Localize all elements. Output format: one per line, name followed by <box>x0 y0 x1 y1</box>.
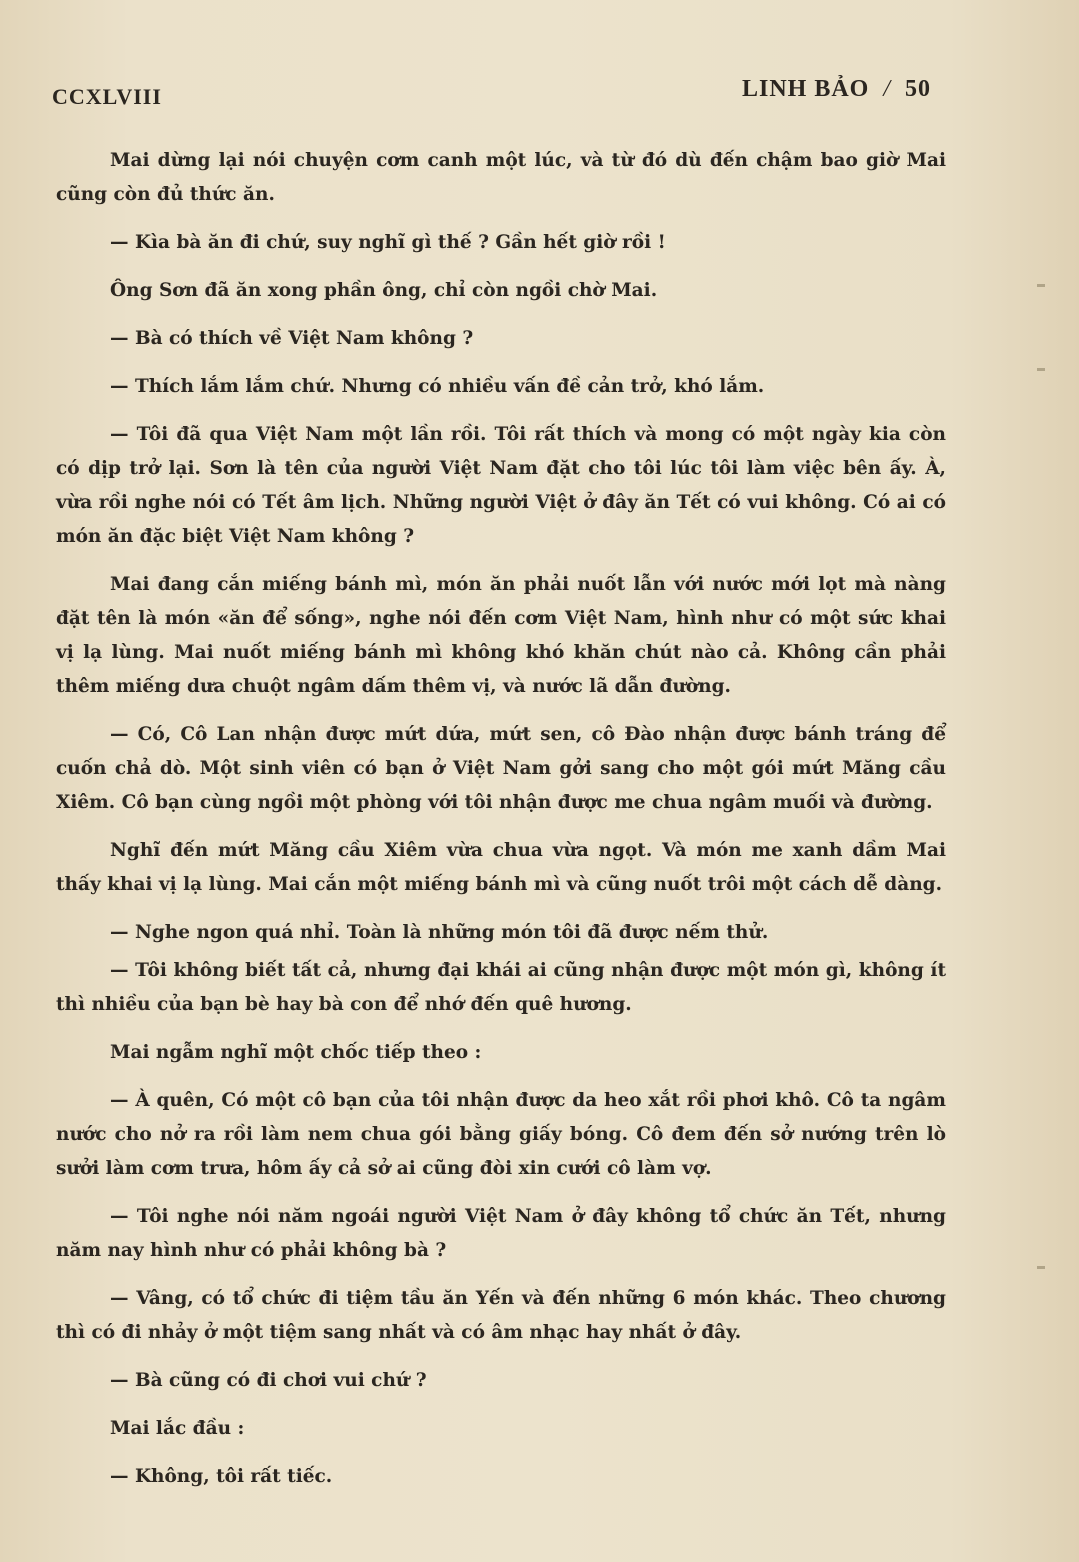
paragraph: — Kìa bà ăn đi chứ, suy nghĩ gì thế ? Gần hết giờ rồi ! <box>110 232 666 253</box>
paper-speck <box>1037 1266 1045 1269</box>
paper-speck <box>1037 368 1045 371</box>
body-text <box>56 144 946 1508</box>
paragraph: Mai ngẫm nghĩ một chốc tiếp theo : <box>110 1042 482 1063</box>
author-name: LINH BẢO <box>741 76 870 102</box>
paragraph: — Bà cũng có đi chơi vui chứ ? <box>110 1370 427 1391</box>
paragraph: — Bà có thích về Việt Nam không ? <box>110 328 474 349</box>
paragraph: — Vâng, có tổ chức đi tiệm tầu ăn Yến và đến những 6 món khác. Theo chương thì có đi nhảy ở một tiệm sang nhất và có âm nhạc hay nhất ở đây. <box>56 1288 946 1343</box>
page-header <box>52 74 931 114</box>
paper-speck <box>1037 284 1045 287</box>
running-head-left: CCXLVIII <box>52 84 162 109</box>
paragraph: — Có, Cô Lan nhận được mứt dứa, mứt sen, cô Đào nhận được bánh tráng để cuốn chả dò. Một sinh viên có bạn ở Việt Nam gởi sang cho một gói mứt Măng cầu Xiêm. Cô bạn cùng ngồi một phòng với tôi nhận được me chua ngâm muối và đường. <box>56 724 946 813</box>
paragraph: — Tôi đã qua Việt Nam một lần rồi. Tôi rất thích và mong có một ngày kia còn có dịp trở lại. Sơn là tên của người Việt Nam đặt cho tôi lúc tôi làm việc bên ấy. À, vừa rồi nghe nói có Tết âm lịch. Những người Việt ở đây ăn Tết có vui không. Có ai có món ăn đặc biệt Việt Nam không ? <box>56 424 946 547</box>
paragraph: — Nghe ngon quá nhỉ. Toàn là những món tôi đã được nếm thử. <box>110 922 769 943</box>
paragraph: Mai dừng lại nói chuyện cơm canh một lúc, và từ đó dù đến chậm bao giờ Mai cũng còn đủ thức ăn. <box>56 150 946 205</box>
header-separator: / <box>883 76 891 102</box>
paragraph: Mai lắc đầu : <box>110 1418 245 1439</box>
running-head-right <box>742 76 931 103</box>
page-number: 50 <box>905 76 931 102</box>
paragraph: Mai đang cắn miếng bánh mì, món ăn phải nuốt lẫn với nước mới lọt mà nàng đặt tên là món «ăn để sống», nghe nói đến cơm Việt Nam, hình như có một sức khai vị lạ lùng. Mai nuốt miếng bánh mì không khó khăn chút nào cả. Không cần phải thêm miếng dưa chuột ngâm dấm thêm vị, và nước lã dẫn đường. <box>56 574 946 697</box>
paragraph: — À quên, Có một cô bạn của tôi nhận được da heo xắt rồi phơi khô. Cô ta ngâm nước cho nở ra rồi làm nem chua gói bằng giấy bóng. Cô đem đến sở nướng trên lò sưởi làm cơm trưa, hôm ấy cả sở ai cũng đòi xin cưới cô làm vợ. <box>56 1090 946 1179</box>
paragraph: — Không, tôi rất tiếc. <box>110 1466 333 1487</box>
paragraph: Ông Sơn đã ăn xong phần ông, chỉ còn ngồi chờ Mai. <box>110 280 658 301</box>
paragraph: — Tôi nghe nói năm ngoái người Việt Nam ở đây không tổ chức ăn Tết, nhưng năm nay hình như có phải không bà ? <box>56 1206 946 1261</box>
paragraph: — Tôi không biết tất cả, nhưng đại khái ai cũng nhận được một món gì, không ít thì nhiều của bạn bè hay bà con để nhớ đến quê hương. <box>56 960 946 1015</box>
paragraph: — Thích lắm lắm chứ. Nhưng có nhiều vấn đề cản trở, khó lắm. <box>110 376 765 397</box>
paragraph: Nghĩ đến mứt Măng cầu Xiêm vừa chua vừa ngọt. Và món me xanh dầm Mai thấy khai vị lạ lùng. Mai cắn một miếng bánh mì và cũng nuốt trôi một cách dễ dàng. <box>56 840 946 895</box>
